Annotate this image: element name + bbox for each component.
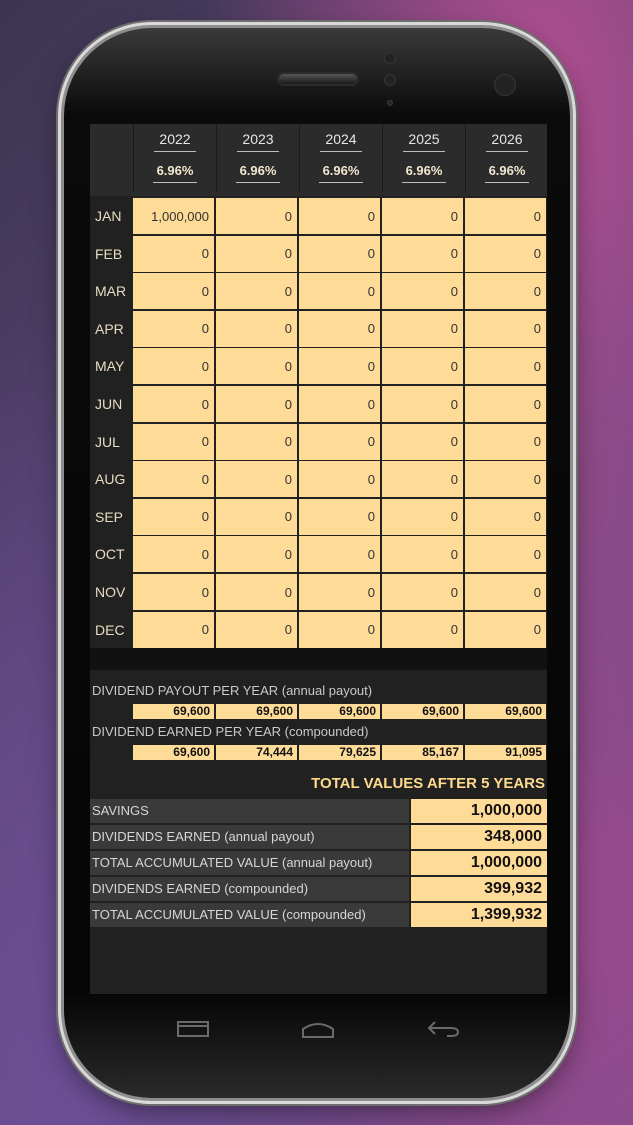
deposit-cell[interactable]: 0 (465, 311, 546, 347)
speaker-grille (279, 74, 357, 84)
dividend-rate[interactable]: 6.96% (239, 163, 277, 178)
earned-cell: 69,600 (133, 745, 214, 760)
month-label: MAR (95, 283, 127, 300)
deposit-cell[interactable]: 0 (299, 311, 380, 347)
deposit-cell[interactable]: 0 (216, 461, 297, 497)
rate-underline (485, 182, 529, 183)
deposit-cell[interactable]: 0 (299, 198, 380, 234)
deposit-cell[interactable]: 0 (216, 311, 297, 347)
summary-value: 1,000,000 (411, 851, 547, 875)
deposit-cell[interactable]: 0 (299, 536, 380, 572)
month-label: OCT (95, 546, 125, 563)
month-label: SEP (95, 508, 124, 525)
deposit-cell[interactable]: 0 (382, 348, 463, 384)
dividend-rate[interactable]: 6.96% (405, 163, 443, 178)
deposit-cell[interactable]: 0 (299, 273, 380, 309)
deposit-cell[interactable]: 0 (133, 311, 214, 347)
deposit-cell[interactable]: 0 (465, 612, 546, 648)
deposit-cell[interactable]: 0 (216, 424, 297, 460)
deposit-cell[interactable]: 0 (133, 236, 214, 272)
deposit-cell[interactable]: 0 (299, 236, 380, 272)
summary-row (90, 851, 547, 875)
deposit-cell[interactable]: 0 (133, 536, 214, 572)
deposit-cell[interactable]: 0 (133, 386, 214, 422)
month-label: NOV (95, 584, 126, 600)
deposit-cell[interactable]: 0 (465, 386, 546, 422)
deposit-cell[interactable]: 0 (382, 236, 463, 272)
year-column-header[interactable] (133, 124, 216, 192)
earned-cell: 74,444 (216, 745, 297, 760)
deposit-cell[interactable]: 0 (133, 348, 214, 384)
home-button[interactable] (298, 1014, 338, 1044)
earned-cell: 79,625 (299, 745, 380, 760)
year-column-header[interactable] (299, 124, 382, 192)
deposit-cell[interactable]: 0 (465, 461, 546, 497)
sensor-dot (384, 74, 396, 86)
deposit-cell[interactable]: 0 (216, 574, 297, 610)
summary-row (90, 903, 547, 927)
phone-frame (64, 28, 570, 1098)
year-underline (154, 151, 196, 152)
deposit-cell[interactable]: 0 (382, 574, 463, 610)
month-label: JAN (95, 208, 122, 224)
year-label: 2022 (159, 131, 191, 147)
year-header (90, 124, 547, 196)
deposit-cell[interactable]: 0 (299, 461, 380, 497)
deposit-cell[interactable]: 0 (465, 536, 546, 572)
month-label: MAY (95, 358, 125, 375)
summary-value: 1,399,932 (411, 903, 547, 927)
summary-label: DIVIDENDS EARNED (annual payout) (90, 825, 409, 849)
deposit-cell[interactable]: 0 (299, 386, 380, 422)
summary-label: SAVINGS (90, 799, 409, 823)
summary-title: TOTAL VALUES AFTER 5 YEARS (311, 775, 545, 792)
year-label: 2023 (242, 131, 274, 147)
deposit-cell[interactable]: 0 (465, 198, 546, 234)
deposit-cell[interactable]: 0 (382, 311, 463, 347)
year-label: 2024 (325, 131, 357, 147)
deposit-cell[interactable]: 0 (133, 424, 214, 460)
rate-underline (153, 182, 197, 183)
recent-apps-icon (177, 1020, 209, 1038)
deposit-cell[interactable]: 0 (216, 273, 297, 309)
rate-underline (236, 182, 280, 183)
month-label: JUN (95, 396, 123, 412)
recent-apps-button[interactable] (173, 1014, 213, 1044)
back-button[interactable] (424, 1014, 464, 1044)
year-column-header[interactable] (465, 124, 547, 192)
summary-label: TOTAL ACCUMULATED VALUE (annual payout) (90, 851, 409, 875)
deposit-cell[interactable]: 0 (216, 348, 297, 384)
home-icon (301, 1019, 335, 1039)
month-label: DEC (95, 621, 125, 638)
deposit-cell[interactable]: 0 (216, 198, 297, 234)
year-label: 2025 (408, 131, 440, 147)
payout-cell: 69,600 (382, 704, 463, 719)
earned-label: DIVIDEND EARNED PER YEAR (compounded) (92, 724, 369, 739)
deposit-cell[interactable]: 0 (299, 348, 380, 384)
year-underline (320, 151, 362, 152)
month-label: FEB (95, 245, 123, 262)
year-underline (237, 151, 279, 152)
earned-cell: 85,167 (382, 745, 463, 760)
payout-cell: 69,600 (299, 704, 380, 719)
payout-cell: 69,600 (133, 704, 214, 719)
deposit-cell[interactable]: 0 (299, 424, 380, 460)
year-underline (403, 151, 445, 152)
deposit-cell[interactable]: 0 (382, 273, 463, 309)
deposit-cell[interactable]: 0 (299, 612, 380, 648)
deposit-cell[interactable]: 0 (382, 461, 463, 497)
deposit-cell[interactable]: 0 (133, 273, 214, 309)
front-camera (494, 74, 516, 96)
deposit-cell[interactable]: 0 (465, 499, 546, 535)
deposit-cell[interactable]: 0 (465, 424, 546, 460)
android-nav-bar (90, 994, 547, 1064)
deposit-cell[interactable]: 1,000,000 (133, 198, 214, 234)
month-label: JUL (95, 433, 120, 450)
dividend-rate[interactable]: 6.96% (322, 163, 360, 178)
app-screen (90, 124, 547, 994)
rate-underline (402, 182, 446, 183)
year-column-header[interactable] (382, 124, 465, 192)
deposit-cell[interactable]: 0 (465, 574, 546, 610)
summary-value: 399,932 (411, 877, 547, 901)
deposit-cell[interactable]: 0 (216, 612, 297, 648)
deposit-cell[interactable]: 0 (299, 499, 380, 535)
year-label: 2026 (491, 131, 523, 147)
dividend-rate[interactable]: 6.96% (156, 163, 194, 178)
sensor-dot (387, 100, 393, 106)
deposit-cell[interactable]: 0 (216, 499, 297, 535)
year-column-header[interactable] (216, 124, 299, 192)
summary-label: TOTAL ACCUMULATED VALUE (compounded) (90, 903, 409, 927)
deposit-cell[interactable]: 0 (382, 386, 463, 422)
deposit-cell[interactable]: 0 (216, 386, 297, 422)
month-label: AUG (95, 471, 126, 488)
deposit-cell[interactable]: 0 (133, 499, 214, 535)
dividend-rate[interactable]: 6.96% (488, 163, 526, 178)
deposit-cell[interactable]: 0 (382, 424, 463, 460)
deposit-cell[interactable]: 0 (299, 574, 380, 610)
year-underline (486, 151, 528, 152)
sensor-dot (384, 52, 396, 64)
deposit-cell[interactable]: 0 (465, 348, 546, 384)
month-label: APR (95, 320, 124, 337)
deposit-cell[interactable]: 0 (382, 612, 463, 648)
summary-label: DIVIDENDS EARNED (compounded) (90, 877, 409, 901)
payout-cell: 69,600 (216, 704, 297, 719)
payout-label: DIVIDEND PAYOUT PER YEAR (annual payout) (92, 683, 373, 698)
summary-row (90, 877, 547, 901)
deposit-cell[interactable]: 0 (133, 461, 214, 497)
summary-value: 348,000 (411, 825, 547, 849)
deposit-cell[interactable]: 0 (465, 236, 546, 272)
rate-underline (319, 182, 363, 183)
totals-row-bg (90, 648, 547, 670)
header-corner (90, 124, 133, 192)
deposit-cell[interactable]: 0 (216, 236, 297, 272)
deposit-cell[interactable]: 0 (133, 612, 214, 648)
payout-cell: 69,600 (465, 704, 546, 719)
summary-row (90, 799, 547, 823)
deposit-cell[interactable]: 0 (382, 499, 463, 535)
deposit-cell[interactable]: 0 (382, 536, 463, 572)
deposit-cell[interactable]: 0 (382, 198, 463, 234)
summary-value: 1,000,000 (411, 799, 547, 823)
deposit-cell[interactable]: 0 (216, 536, 297, 572)
earned-cell: 91,095 (465, 745, 546, 760)
summary-row (90, 825, 547, 849)
deposit-cell[interactable]: 0 (133, 574, 214, 610)
deposit-cell[interactable]: 0 (465, 273, 546, 309)
back-icon (427, 1019, 461, 1039)
